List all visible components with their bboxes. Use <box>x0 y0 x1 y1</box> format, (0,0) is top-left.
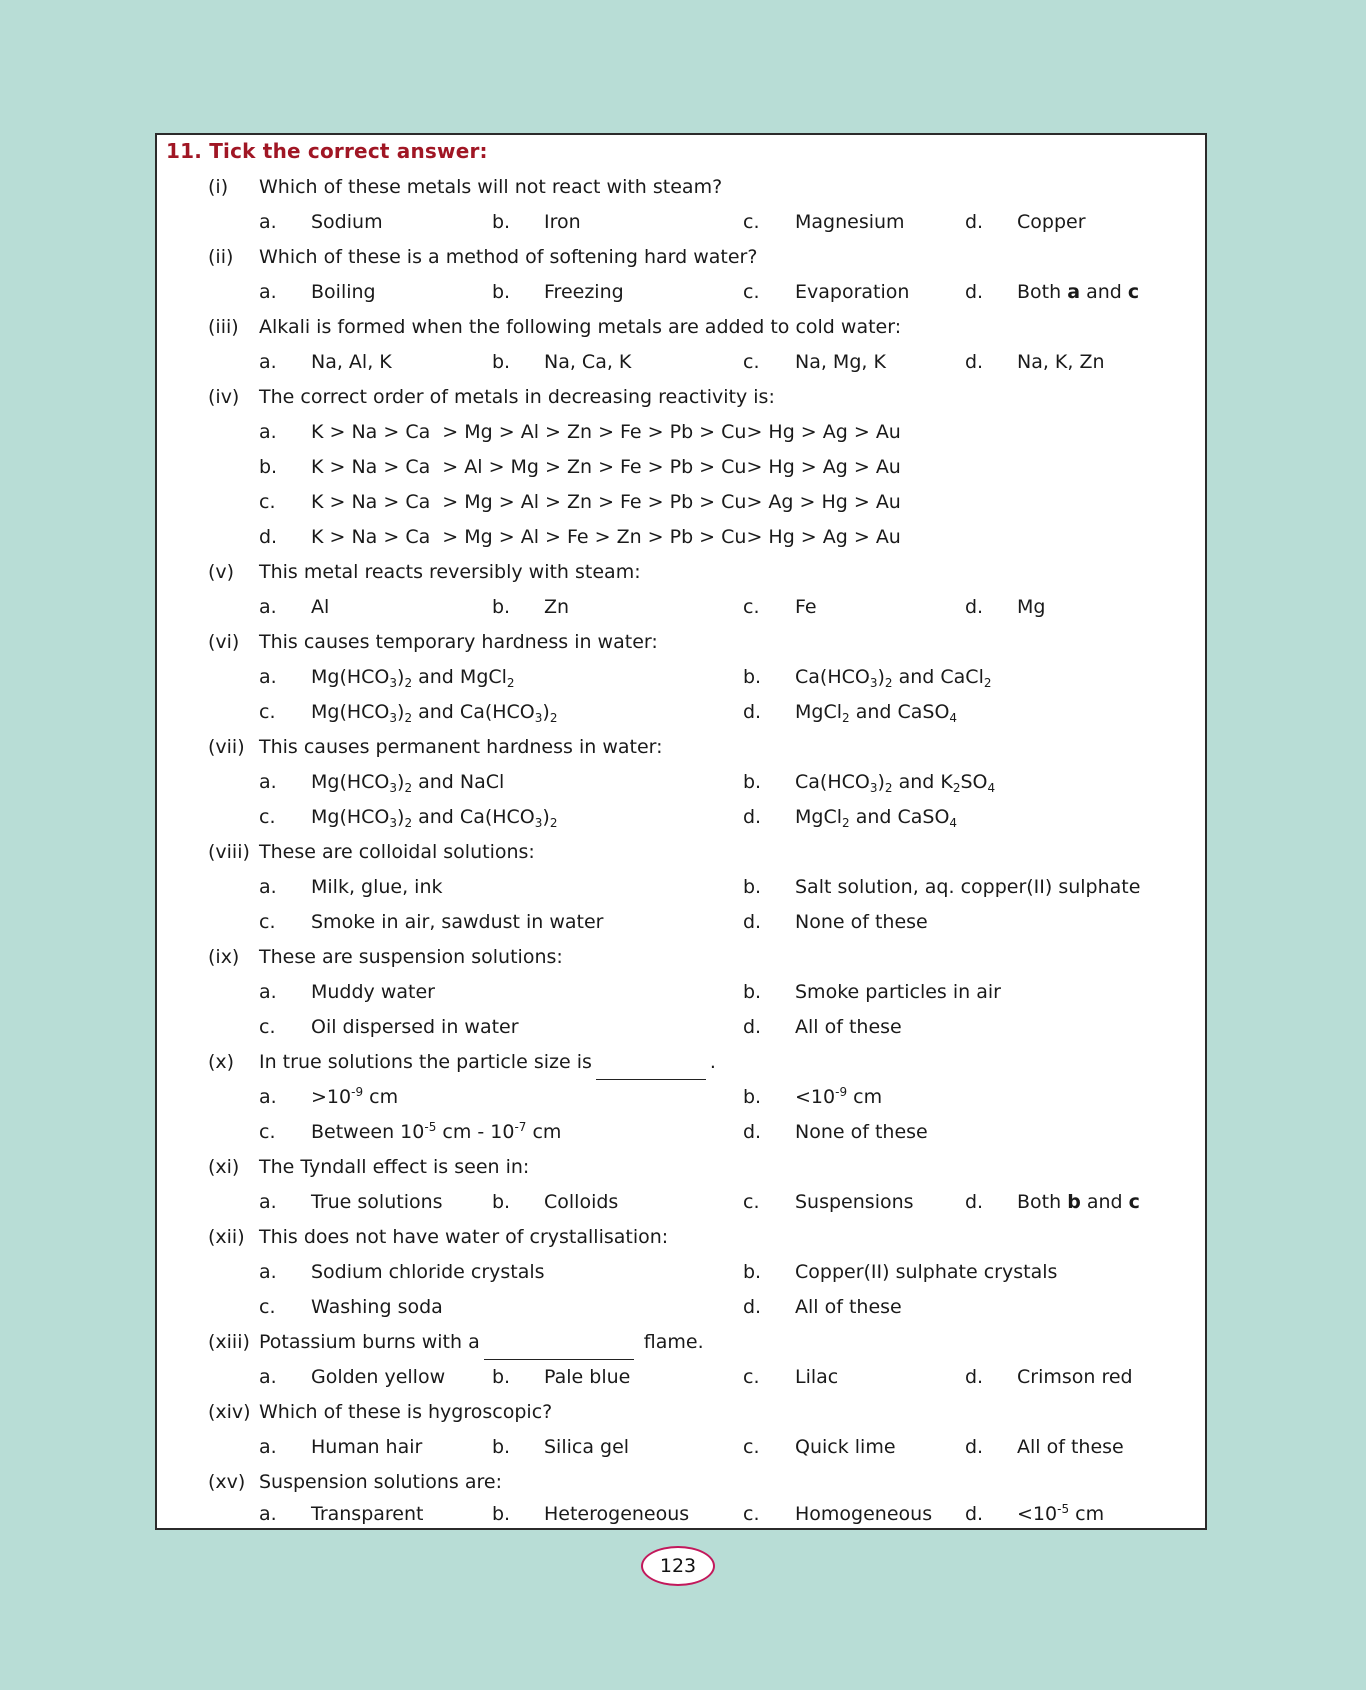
options-row: d. K > Na > Ca > Mg > Al > Fe > Zn > Pb > Cu> Hg > Ag > Au <box>259 526 901 548</box>
question-number: (viii) <box>208 841 250 863</box>
question-row <box>157 310 1205 345</box>
question-row <box>157 555 1205 590</box>
question-number: (i) <box>208 176 229 198</box>
question-row <box>157 1465 1205 1500</box>
question-text: These are colloidal solutions: <box>259 841 535 863</box>
question-text: Alkali is formed when the following metals are added to cold water: <box>259 316 902 338</box>
options-row: a. Human hair b. Silica gel c. Quick lime d. All of these <box>259 1436 1124 1458</box>
question-row <box>157 1150 1205 1185</box>
options-row: a. Muddy water b. Smoke particles in air <box>259 981 1001 1003</box>
question-row <box>157 835 1205 870</box>
options-row: a. $Mg(HCO_3)_2$ and MgCl$_2$ b. $Ca(HCO_3)_2$ and CaCl$_2$ <box>259 666 992 690</box>
question-text: This does not have water of crystallisation: <box>259 1226 669 1248</box>
question-number: (iii) <box>208 316 239 338</box>
options-row: a. Transparent b. Heterogeneous c. Homogeneous d. $<10^{-5}$ cm <box>259 1502 1105 1525</box>
question-row <box>157 940 1205 975</box>
options-row: c. K > Na > Ca > Mg > Al > Zn > Fe > Pb > Cu> Ag > Hg > Au <box>259 491 901 513</box>
question-number: (vi) <box>208 631 240 653</box>
question-number: (vii) <box>208 736 245 758</box>
question-text: This causes permanent hardness in water: <box>259 736 663 758</box>
question-row <box>157 1220 1205 1255</box>
question-number: (xv) <box>208 1471 246 1493</box>
options-row: a. Sodium chloride crystals b. Copper(II) sulphate crystals <box>259 1261 1058 1283</box>
options-row: c. Oil dispersed in water d. All of these <box>259 1016 902 1038</box>
options-row: a. Al b. Zn c. Fe d. Mg <box>259 596 1046 618</box>
question-row <box>157 625 1205 660</box>
question-text: Suspension solutions are: <box>259 1471 502 1493</box>
question-text: This metal reacts reversibly with steam: <box>259 561 641 583</box>
question-number: (iv) <box>208 386 240 408</box>
question-row <box>157 730 1205 765</box>
options-row: a. $>10^{-9}$ cm b. $<10^{-9}$ cm <box>259 1085 883 1108</box>
options-row: b. K > Na > Ca > Al > Mg > Zn > Fe > Pb > Cu> Hg > Ag > Au <box>259 456 901 478</box>
options-row: a. True solutions b. Colloids c. Suspensions d. Both b and c <box>259 1191 1140 1213</box>
question-number: (v) <box>208 561 235 583</box>
options-row: a. Boiling b. Freezing c. Evaporation d. Both a and c <box>259 281 1140 303</box>
options-row: a. Sodium b. Iron c. Magnesium d. Copper <box>259 211 1086 233</box>
question-text: The Tyndall effect is seen in: <box>259 1156 530 1178</box>
options-row: a. $Mg(HCO_3)_2$ and NaCl b. $Ca(HCO_3)_2$ and $K_2SO_4$ <box>259 771 996 795</box>
question-row <box>157 380 1205 415</box>
answer-blank[interactable] <box>596 1055 706 1080</box>
question-text: The correct order of metals in decreasing reactivity is: <box>259 386 775 408</box>
question-number: (xi) <box>208 1156 240 1178</box>
options-row: c. Washing soda d. All of these <box>259 1296 902 1318</box>
question-number: (xii) <box>208 1226 245 1248</box>
options-row: c. Smoke in air, sawdust in water d. None of these <box>259 911 928 933</box>
options-row: c. $Mg(HCO_3)_2$ and $Ca(HCO_3)_2$ d. MgCl$_2$ and CaSO$_4$ <box>259 806 958 830</box>
question-text: In true solutions the particle size is . <box>259 1045 716 1080</box>
question-number: (ii) <box>208 246 234 268</box>
question-number: (xiii) <box>208 1331 250 1353</box>
worksheet-box <box>155 133 1207 1530</box>
question-text: Which of these is hygroscopic? <box>259 1401 553 1423</box>
question-row <box>157 1045 1205 1080</box>
question-text: This causes temporary hardness in water: <box>259 631 658 653</box>
page-number: 123 <box>641 1546 715 1586</box>
question-number: (xiv) <box>208 1401 251 1423</box>
options-row: a. Golden yellow b. Pale blue c. Lilac d. Crimson red <box>259 1366 1133 1388</box>
answer-blank[interactable] <box>484 1335 634 1360</box>
question-number: (ix) <box>208 946 240 968</box>
question-row <box>157 1395 1205 1430</box>
options-row: a. Na, Al, K b. Na, Ca, K c. Na, Mg, K d. Na, K, Zn <box>259 351 1105 373</box>
question-text: These are suspension solutions: <box>259 946 563 968</box>
options-row: a. Milk, glue, ink b. Salt solution, aq. copper(II) sulphate <box>259 876 1141 898</box>
question-number: (x) <box>208 1051 235 1073</box>
question-row <box>157 240 1205 275</box>
question-row <box>157 1325 1205 1360</box>
options-row: c. Between $10^{-5}$ cm - $10^{-7}$ cm d. None of these <box>259 1120 928 1143</box>
question-text: Which of these is a method of softening hard water? <box>259 246 758 268</box>
question-row <box>157 170 1205 205</box>
page-heading: 11. Tick the correct answer: <box>166 139 488 163</box>
options-row: c. $Mg(HCO_3)_2$ and $Ca(HCO_3)_2$ d. MgCl$_2$ and CaSO$_4$ <box>259 701 958 725</box>
question-text: Potassium burns with a flame. <box>259 1325 704 1360</box>
options-row: a. K > Na > Ca > Mg > Al > Zn > Fe > Pb > Cu> Hg > Ag > Au <box>259 421 901 443</box>
question-text: Which of these metals will not react with steam? <box>259 176 723 198</box>
